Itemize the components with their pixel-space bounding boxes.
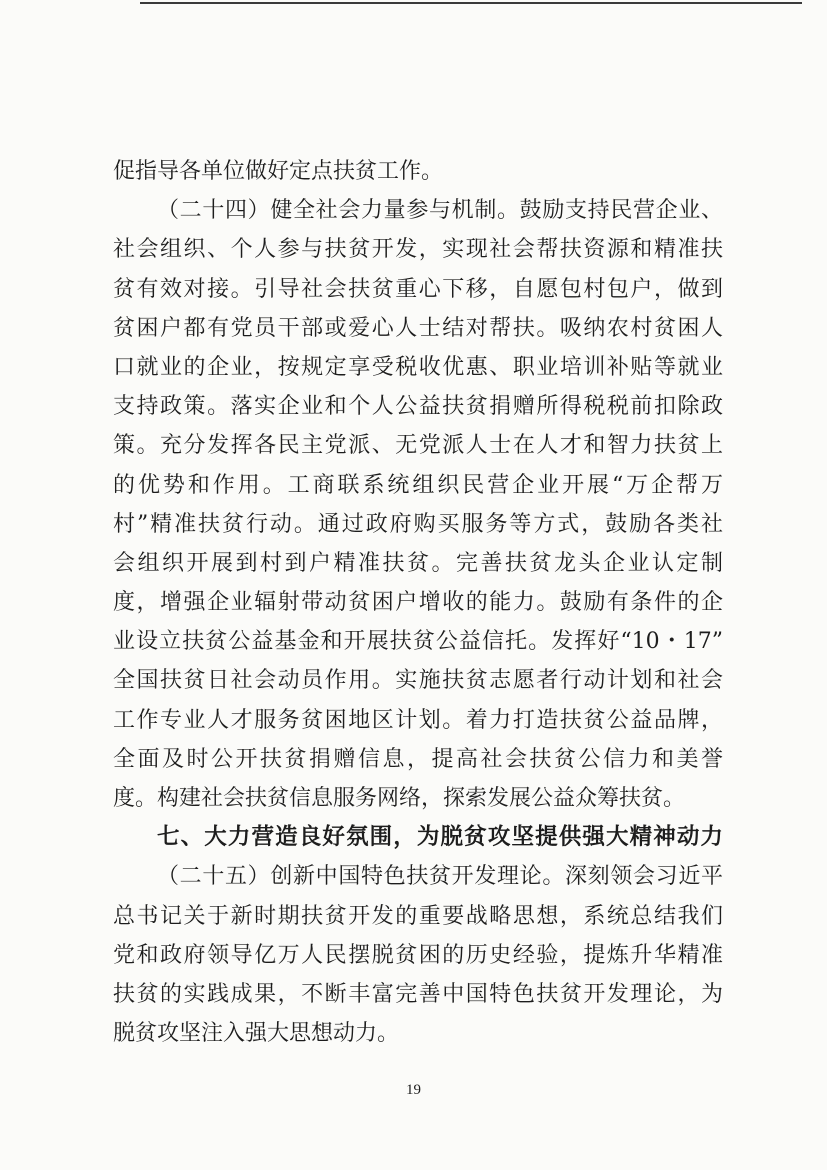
text-line: （二十四）健全社会力量参与机制。鼓励支持民营企业、 [157,198,723,224]
text-line: 党和政府领导亿万人民摆脱贫困的历史经验，提炼升华精准 [113,942,723,968]
section-heading: 七、大力营造良好氛围，为脱贫攻坚提供强大精神动力 [157,824,723,851]
text-line: 业设立扶贫公益基金和开展扶贫公益信托。发挥好“10・17” [113,629,723,655]
text-line: 支持政策。落实企业和个人公益扶贫捐赠所得税税前扣除政 [113,394,723,420]
document-body [113,152,723,1053]
text-line: 全面及时公开扶贫捐赠信息，提高社会扶贫公信力和美誉 [113,746,723,772]
page-number: 19 [406,1082,421,1098]
text-line: 扶贫的实践成果，不断丰富完善中国特色扶贫开发理论，为 [113,981,723,1007]
text-line: 社会组织、个人参与扶贫开发，实现社会帮扶资源和精准扶 [113,237,723,263]
text-line: 村”精准扶贫行动。通过政府购买服务等方式，鼓励各类社 [113,511,723,537]
text-line: 会组织开展到村到户精准扶贫。完善扶贫龙头企业认定制 [113,550,723,576]
text-line: 全国扶贫日社会动员作用。实施扶贫志愿者行动计划和社会 [113,668,723,694]
top-border-rule [140,2,802,4]
text-line: 总书记关于新时期扶贫开发的重要战略思想，系统总结我们 [113,903,723,929]
text-line: 脱贫攻坚注入强大思想动力。 [113,1021,400,1047]
text-line: （二十五）创新中国特色扶贫开发理论。深刻领会习近平 [157,864,723,890]
text-line: 度，增强企业辐射带动贫困户增收的能力。鼓励有条件的企 [113,590,723,616]
text-line: 贫困户都有党员干部或爱心人士结对帮扶。吸纳农村贫困人 [113,315,723,341]
text-line: 贫有效对接。引导社会扶贫重心下移，自愿包村包户，做到 [113,276,723,302]
text-line: 的优势和作用。工商联系统组织民营企业开展“万企帮万 [113,472,723,498]
text-line: 口就业的企业，按规定享受税收优惠、职业培训补贴等就业 [113,354,723,380]
text-line: 策。充分发挥各民主党派、无党派人士在人才和智力扶贫上 [113,433,723,459]
text-line: 促指导各单位做好定点扶贫工作。 [113,159,444,184]
text-line: 度。构建社会扶贫信息服务网络，探索发展公益众筹扶贫。 [113,786,686,811]
text-line: 工作专业人才服务贫困地区计划。着力打造扶贫公益品牌， [113,707,723,733]
